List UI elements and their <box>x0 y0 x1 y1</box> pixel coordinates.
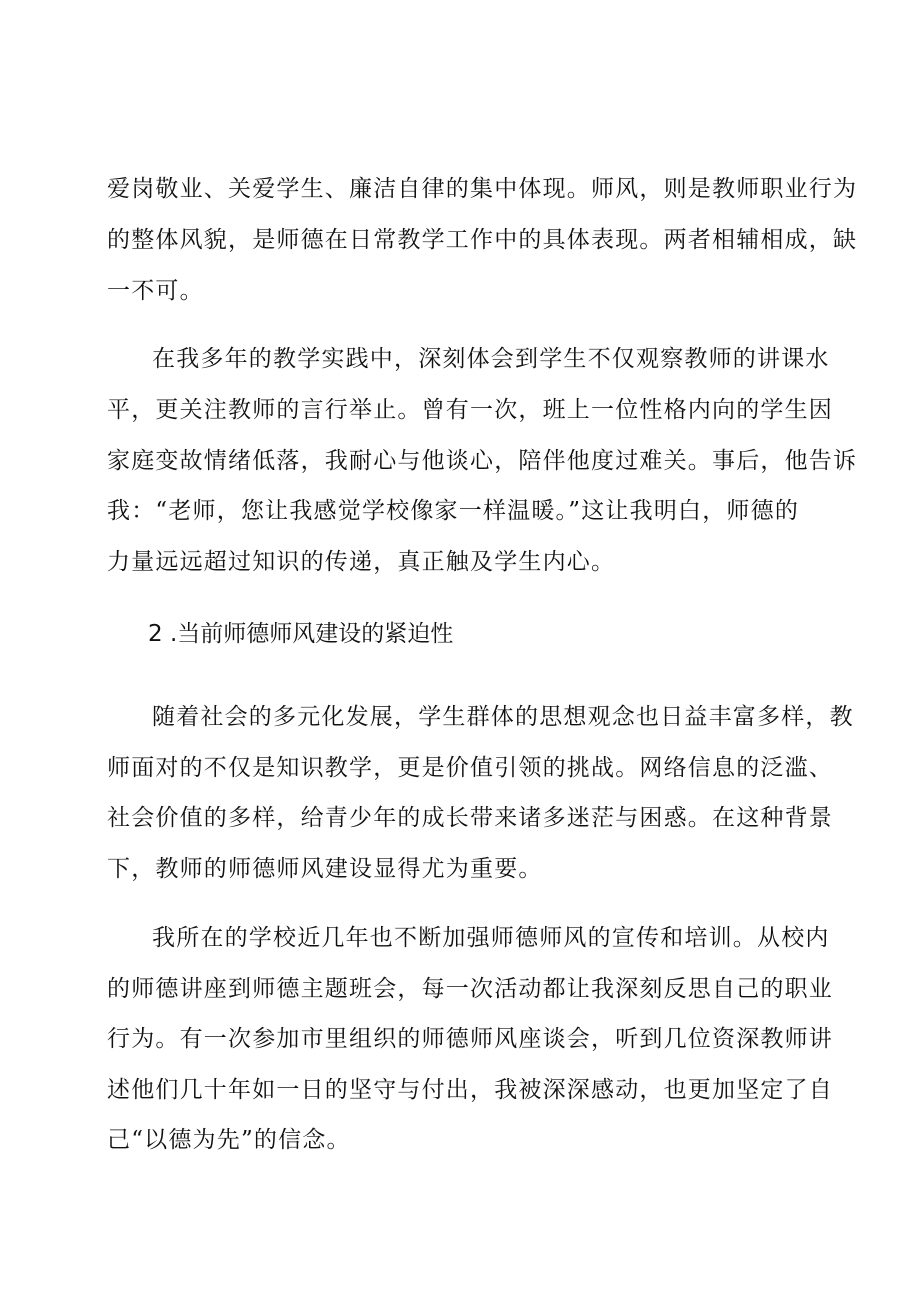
paragraph-2-line-2: 平，更关注教师的言行举止。曾有一次，班上一位性格内向的学生因 <box>107 397 833 423</box>
paragraph-4-line-3: 行为。有一次参加市里组织的师德师风座谈会，听到几位资深教师讲 <box>107 1026 833 1052</box>
section-heading: 2 .当前师德师风建设的紧迫性 <box>148 621 454 647</box>
paragraph-1-line-3: 一不可。 <box>107 278 204 304</box>
paragraph-3-line-1: 随着社会的多元化发展，学生群体的思想观念也日益丰富多样，教 <box>152 704 854 730</box>
paragraph-3-line-2: 师面对的不仅是知识教学，更是价值引领的挑战。网络信息的泛滥、 <box>107 755 833 781</box>
paragraph-4-line-2: 的师德讲座到师德主题班会，每一次活动都让我深刻反思自己的职业 <box>107 976 833 1002</box>
paragraph-3-line-3: 社会价值的多样，给青少年的成长带来诸多迷茫与困惑。在这种背景 <box>107 805 833 831</box>
paragraph-4-line-5: 己“以德为先”的信念。 <box>107 1127 351 1153</box>
paragraph-3-line-4: 下，教师的师德师风建设显得尤为重要。 <box>107 856 543 882</box>
paragraph-2-line-5: 力量远远超过知识的传递，真正触及学生内心。 <box>107 549 616 575</box>
paragraph-4-line-1: 我所在的学校近几年也不断加强师德师风的宣传和培训。从校内 <box>152 925 830 951</box>
paragraph-1-line-2: 的整体风貌，是师德在日常教学工作中的具体表现。两者相辅相成，缺 <box>107 227 858 253</box>
paragraph-1-line-1: 爱岗敬业、关爱学生、廉洁自律的集中体现。师风，则是教师职业行为 <box>107 176 858 202</box>
paragraph-2-line-3: 家庭变故情绪低落，我耐心与他谈心，陪伴他度过难关。事后，他告诉 <box>107 448 858 474</box>
paragraph-2-line-1: 在我多年的教学实践中，深刻体会到学生不仅观察教师的讲课水 <box>152 346 830 372</box>
paragraph-2-line-4: 我：“老师，您让我感觉学校像家一样温暖。”这让我明白，师德的 <box>107 498 800 524</box>
paragraph-4-line-4: 述他们几十年如一日的坚守与付出，我被深深感动，也更加坚定了自 <box>107 1077 833 1103</box>
